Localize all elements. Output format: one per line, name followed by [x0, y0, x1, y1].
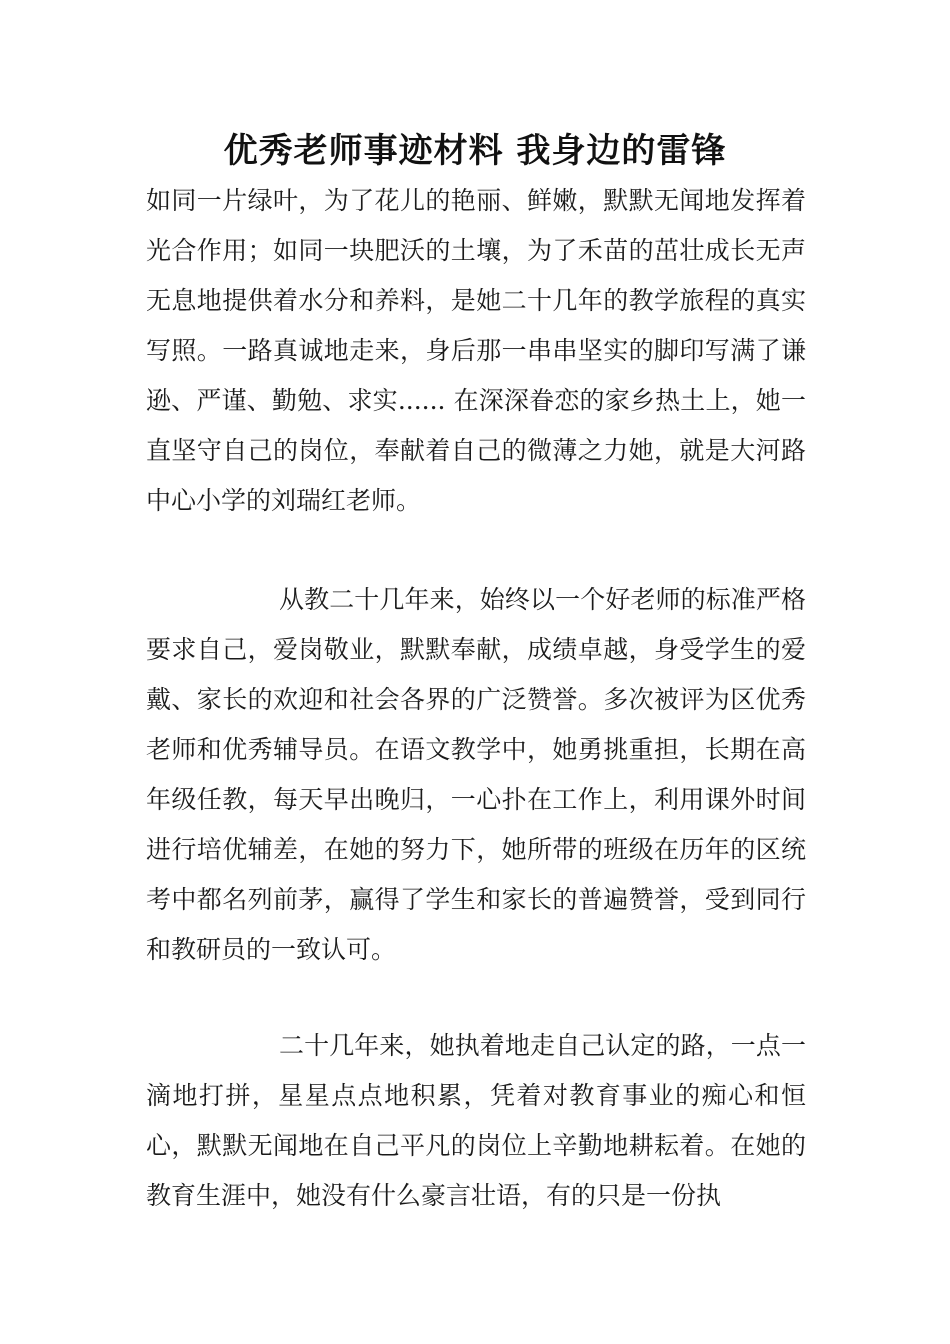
- paragraph-1: 如同一片绿叶，为了花儿的艳丽、鲜嫩，默默无闻地发挥着光合作用；如同一块肥沃的土壤，为了禾苗的茁壮成长无声无息地提供着水分和养料，是她二十几年的教学旅程的真实写照。一路真诚地走来，身后那一串串坚实的脚印写满了谦逊、严谨、勤勉、求实...... 在深深眷恋的家乡热土上，她一直坚守自己的岗位，奉献着自己的微薄之力她，就是大河路中心小学的刘瑞红老师。: [146, 186, 806, 515]
- document-title: 优秀老师事迹材料 我身边的雷锋: [223, 131, 727, 171]
- paragraph-3: 二十几年来，她执着地走自己认定的路，一点一滴地打拼，星星点点地积累，凭着对教育事业的痴心和恒心，默默无闻地在自己平凡的岗位上辛勤地耕耘着。在她的教育生涯中，她没有什么豪言壮语，有的只是一份执: [146, 1031, 806, 1210]
- paragraph-2: 从教二十几年来，始终以一个好老师的标准严格要求自己，爱岗敬业，默默奉献，成绩卓越，身受学生的爱戴、家长的欢迎和社会各界的广泛赞誉。多次被评为区优秀老师和优秀辅导员。在语文教学中，她勇挑重担，长期在高年级任教，每天早出晚归，一心扑在工作上，利用课外时间进行培优辅差，在她的努力下，她所带的班级在历年的区统考中都名列前茅，赢得了学生和家长的普遍赞誉，受到同行和教研员的一致认可。: [146, 585, 806, 964]
